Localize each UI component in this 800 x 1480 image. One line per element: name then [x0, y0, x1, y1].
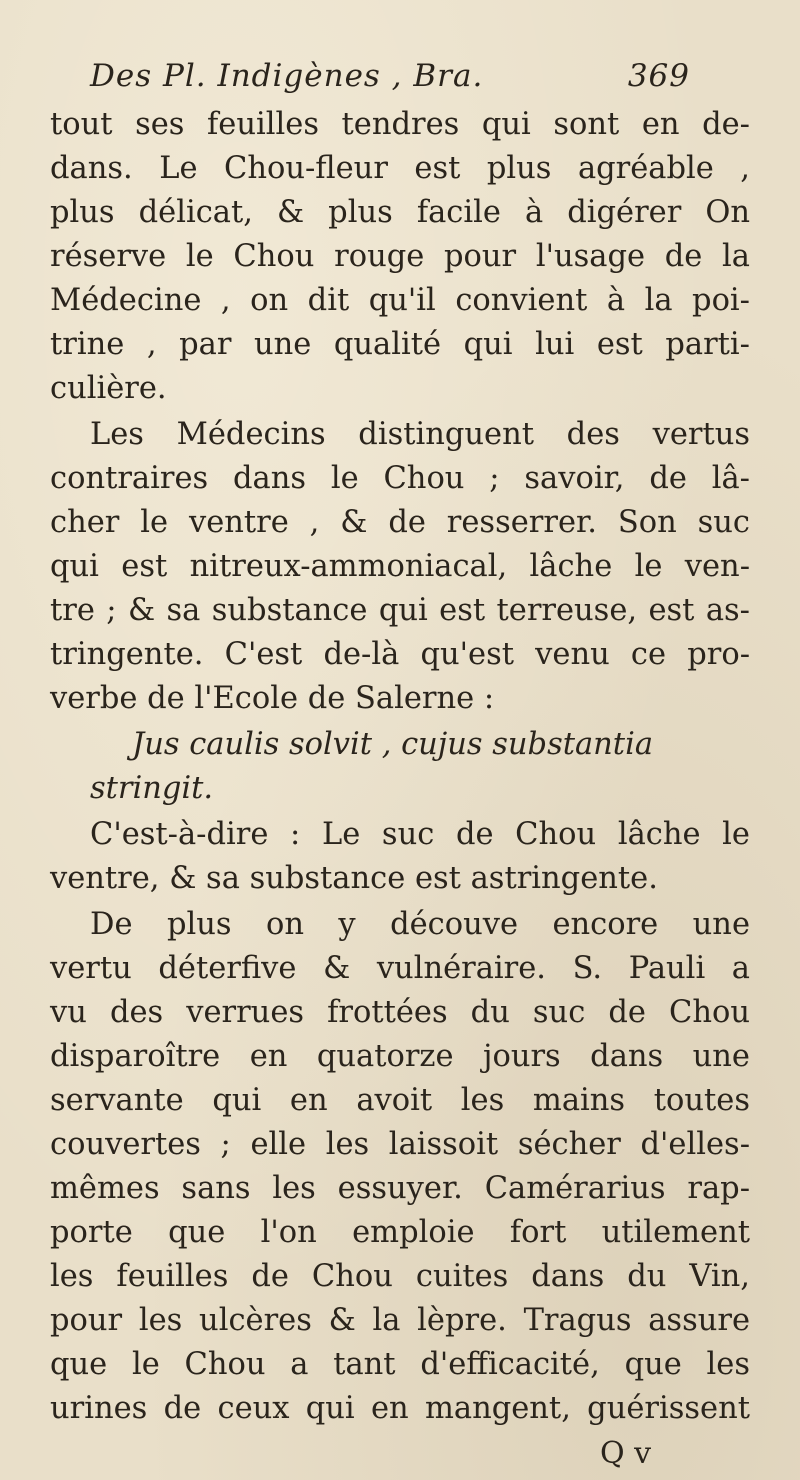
page-number: 369	[627, 58, 690, 94]
latin-verse-line: stringit.	[90, 771, 214, 806]
text-line: contraires dans le Chou ; savoir, de lâ-	[50, 461, 750, 496]
text-line: plus délicat, & plus facile à digérer On	[50, 195, 750, 230]
text-line: tringente. C'est de-là qu'est venu ce pro-	[50, 637, 750, 672]
text-line: les feuilles de Chou cuites dans du Vin,	[50, 1259, 750, 1294]
text-line: mêmes sans les essuyer. Camérarius rap-	[50, 1171, 750, 1206]
running-title: Des Pl. Indigènes , Bra.	[90, 58, 484, 94]
text-line: pour les ulcères & la lèpre. Tragus assure	[50, 1303, 750, 1338]
page-header	[90, 58, 690, 104]
text-line: culière.	[50, 371, 167, 406]
text-line: Médecine , on dit qu'il convient à la poi-	[50, 283, 750, 318]
text-line: trine , par une qualité qui lui est parti-	[50, 327, 750, 362]
text-line: urines de ceux qui en mangent, guérissent	[50, 1391, 750, 1426]
paragraph-first-line: C'est-à-dire : Le suc de Chou lâche le	[90, 817, 750, 852]
latin-verse-line: Jus caulis solvit , cujus substantia	[132, 727, 654, 762]
paragraph-first-line: De plus on y découve encore une	[90, 907, 750, 942]
text-line: vertu déterfive & vulnéraire. S. Pauli a	[50, 951, 750, 986]
text-line: vu des verrues frottées du suc de Chou	[50, 995, 750, 1030]
text-line: dans. Le Chou-fleur est plus agréable ,	[50, 151, 750, 186]
text-line: porte que l'on emploie fort utilement	[50, 1215, 750, 1250]
text-line: ventre, & sa substance est astringente.	[50, 861, 658, 896]
text-line: verbe de l'Ecole de Salerne :	[50, 681, 495, 716]
text-line: couvertes ; elle les laissoit sécher d'elles-	[50, 1127, 750, 1162]
text-line: tout ses feuilles tendres qui sont en de-	[50, 107, 750, 142]
paragraph-first-line: Les Médecins distinguent des vertus	[90, 417, 750, 452]
text-line: que le Chou a tant d'efficacité, que les	[50, 1347, 750, 1382]
text-line: cher le ventre , & de resserrer. Son suc	[50, 505, 750, 540]
text-line: tre ; & sa substance qui est terreuse, est as-	[50, 593, 750, 628]
text-line: qui est nitreux-ammoniacal, lâche le ven-	[50, 549, 750, 584]
text-line: servante qui en avoit les mains toutes	[50, 1083, 750, 1118]
text-line: disparoître en quatorze jours dans une	[50, 1039, 750, 1074]
text-line: réserve le Chou rouge pour l'usage de la	[50, 239, 750, 274]
signature-catchword: Q v	[600, 1436, 652, 1471]
